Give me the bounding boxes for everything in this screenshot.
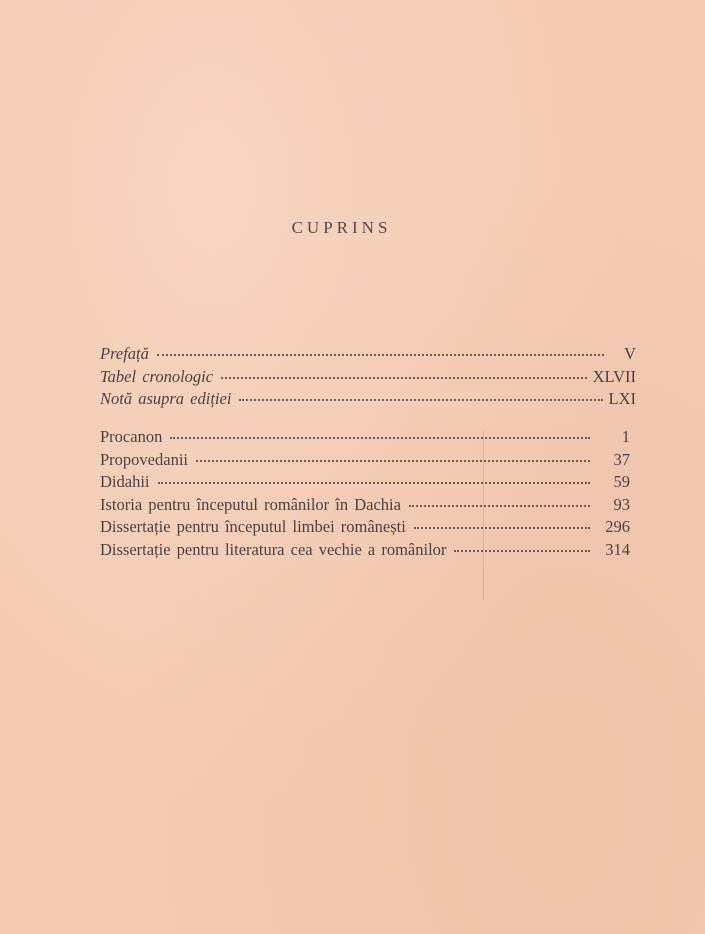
front-matter-list [100,344,636,412]
toc-entry-page: XLVII [592,366,636,386]
toc-entry [100,517,636,540]
toc-entry [100,540,636,563]
page-title: CUPRINS [291,218,392,237]
toc-entry [100,450,636,473]
dot-leader [170,437,590,439]
toc-entry [100,367,636,390]
toc-entry [100,495,636,518]
toc-entry-page: 59 [613,472,630,491]
toc-entry [100,344,636,367]
toc-entry-page: 1 [621,427,630,446]
toc-entry-page: LXI [608,389,636,408]
toc-entry-page: 37 [613,449,630,469]
toc-entry-label: Prefață [100,344,149,363]
toc-entry-page: 314 [605,539,630,559]
toc-entry [100,472,636,495]
toc-entry-label: Dissertație pentru începutul limbei românești [100,517,406,536]
contents-list [100,427,636,562]
toc-entry-label: Procanon [100,427,163,446]
toc-entry-page: 93 [613,494,630,514]
dot-leader [158,482,591,484]
dot-leader [221,377,587,379]
dot-leader [196,460,590,462]
toc-entry-label: Didahii [100,472,150,491]
toc-entry-label: Notă asupra ediției [100,389,232,408]
toc-entry-label: Istoria pentru începutul românilor în Dachia [100,494,401,514]
toc-entry-label: Tabel cronologic [100,366,214,386]
toc-entry-page: V [624,344,636,363]
dot-leader [454,550,590,552]
toc-entry [100,389,636,412]
page-crease [483,430,484,600]
dot-leader [414,527,590,529]
toc-entry-page: 296 [605,517,630,536]
toc-entry [100,427,636,450]
dot-leader [239,399,602,401]
dot-leader [157,354,604,356]
dot-leader [409,505,590,507]
toc-entry-label: Propovedanii [100,449,188,469]
toc-entry-label: Dissertație pentru literatura cea vechie a românilor [100,539,447,559]
